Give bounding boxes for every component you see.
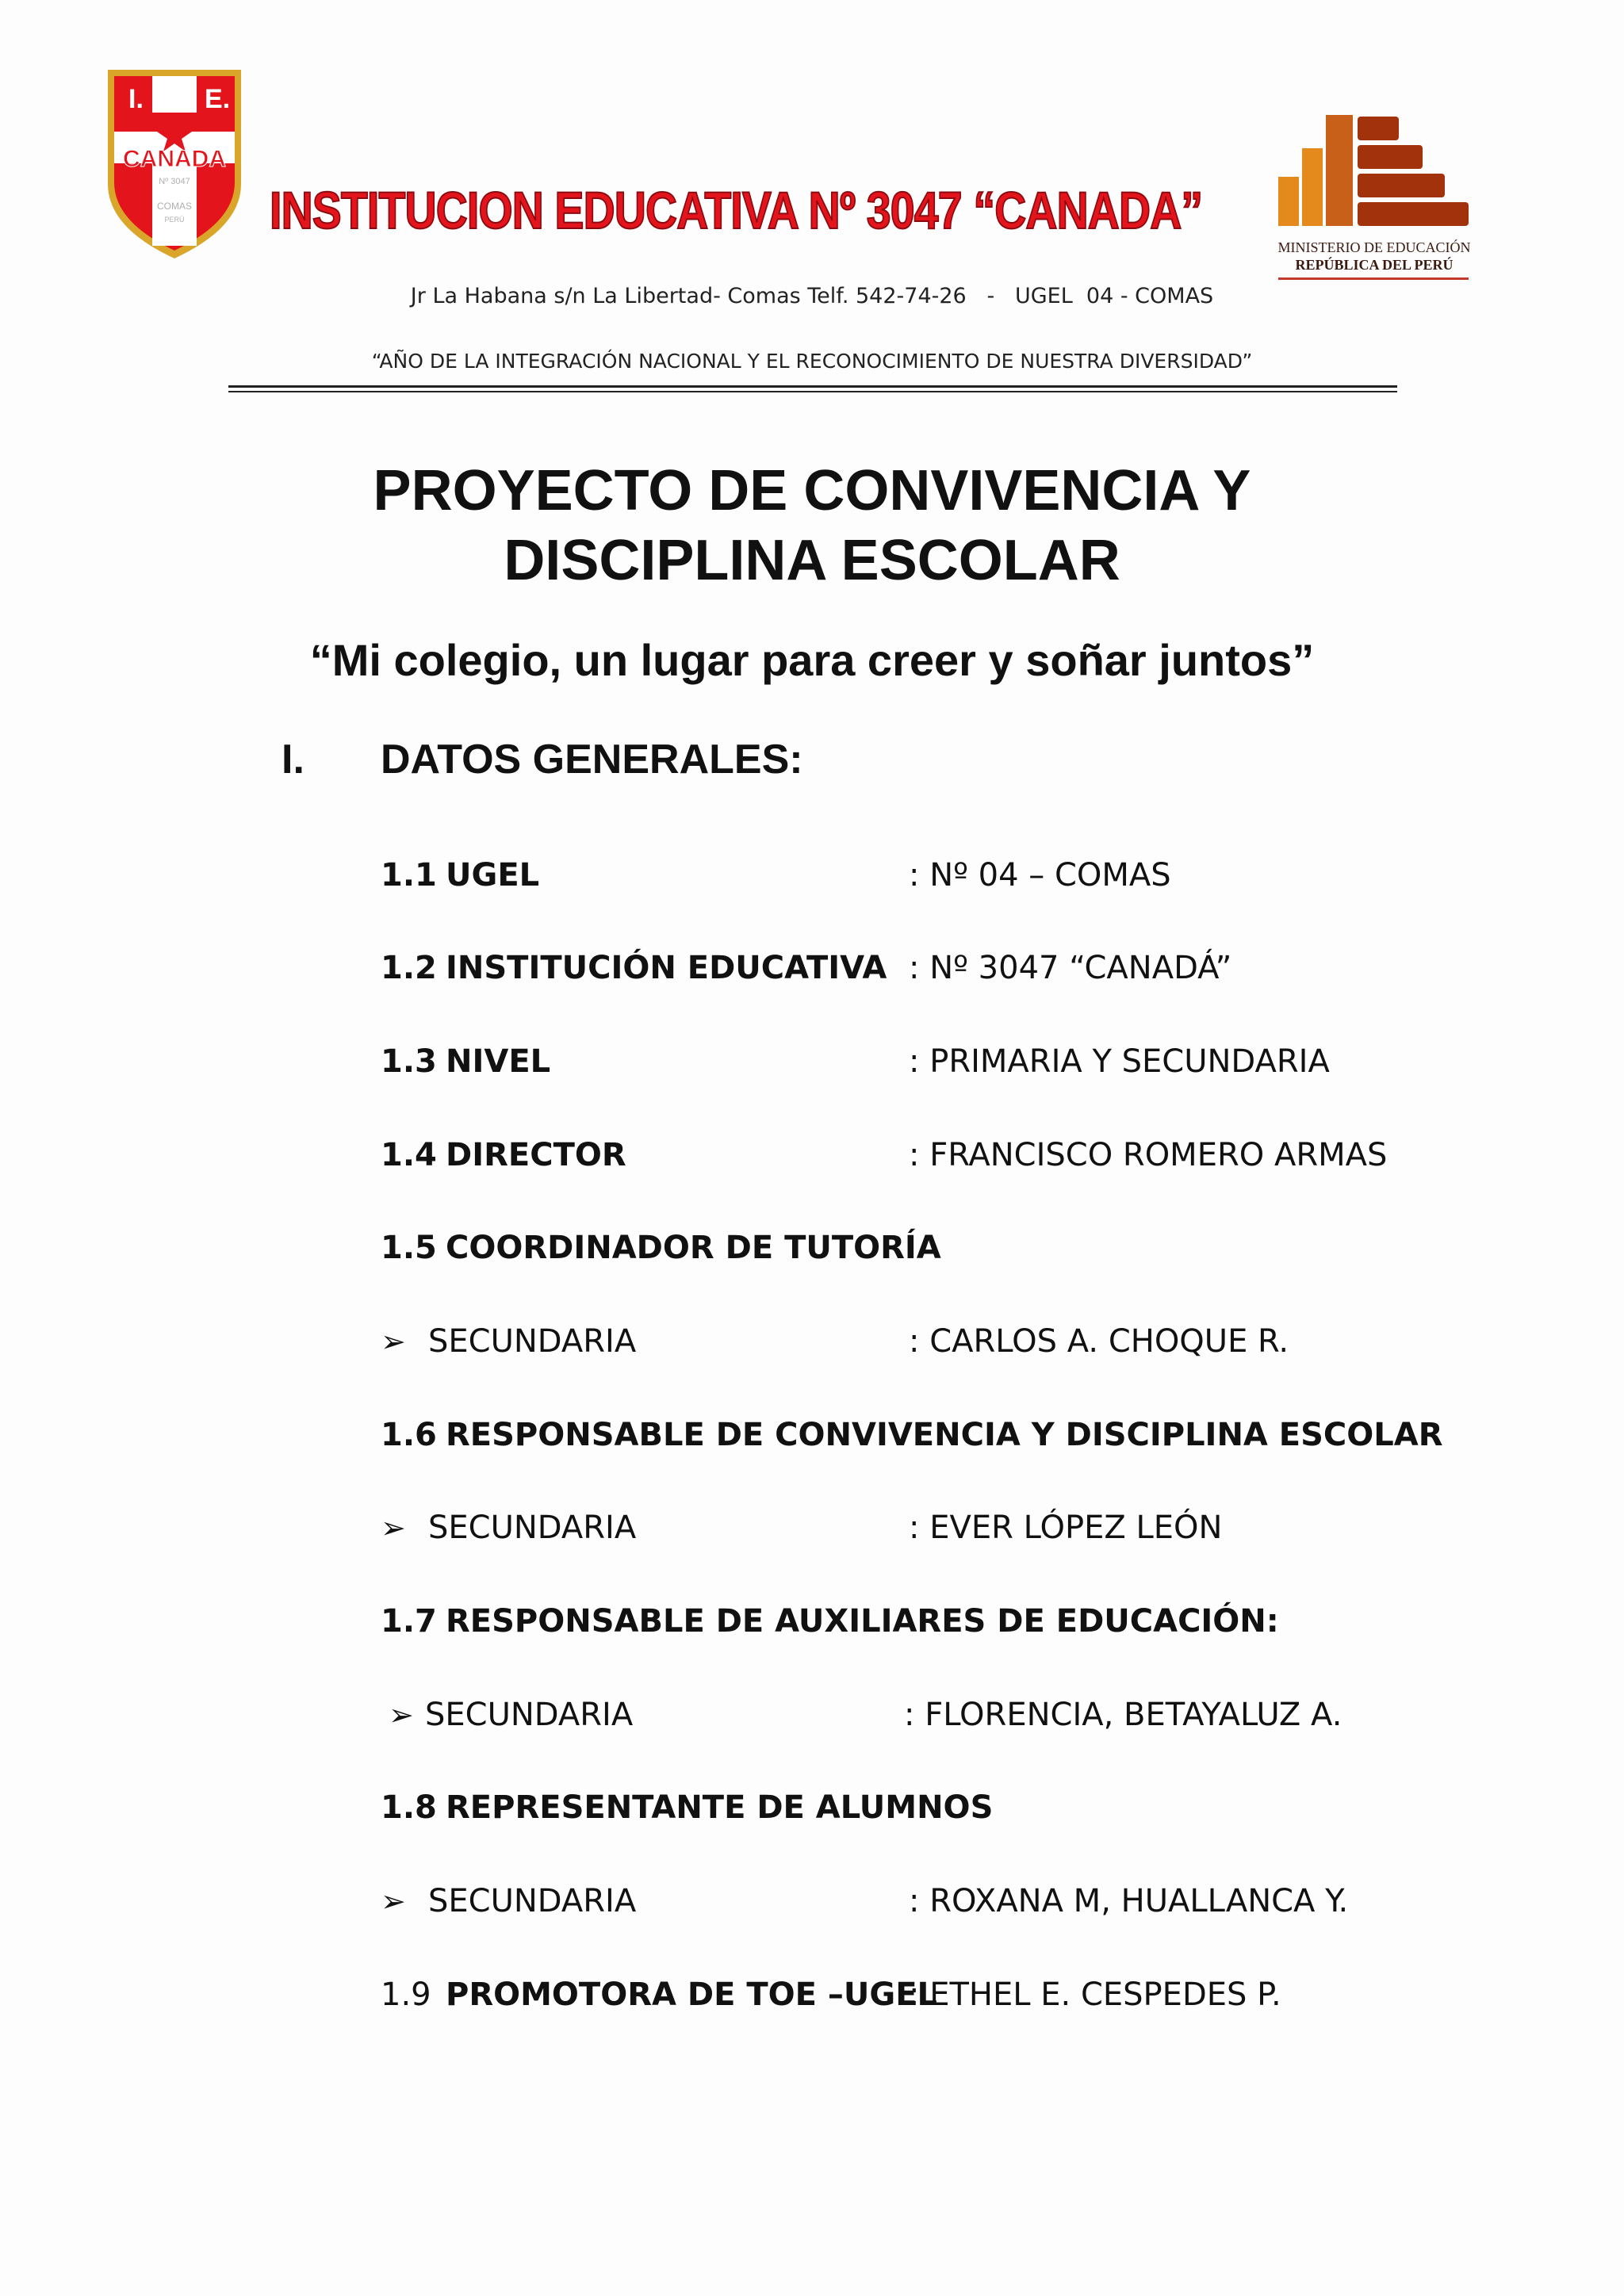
row-number: 1.6 xyxy=(381,1417,437,1453)
row-label-text: RESPONSABLE DE CONVIVENCIA Y DISCIPLINA ESCOLAR xyxy=(446,1417,1443,1453)
row-label-text: DIRECTOR xyxy=(446,1137,626,1173)
arrowhead-bullet-icon: ➢ xyxy=(389,1697,414,1732)
row-number: 1.4 xyxy=(381,1137,437,1173)
row-number: 1.5 xyxy=(381,1230,437,1266)
row-label-text: SECUNDARIA xyxy=(428,1883,637,1919)
row-number: 1.3 xyxy=(381,1043,437,1080)
row-number: 1.8 xyxy=(381,1789,437,1826)
row-number: 1.7 xyxy=(381,1603,437,1640)
row-label-text: SECUNDARIA xyxy=(425,1697,634,1733)
row-label-text: COORDINADOR DE TUTORÍA xyxy=(446,1230,941,1266)
arrowhead-bullet-icon: ➢ xyxy=(381,1884,406,1919)
document-title-line-1: PROYECTO DE CONVIVENCIA Y xyxy=(373,459,1251,522)
arrowhead-bullet-icon: ➢ xyxy=(381,1324,406,1359)
ministry-underline xyxy=(1278,277,1469,280)
document-subtitle: “Mi colegio, un lugar para creer y soñar juntos” xyxy=(309,635,1315,685)
header-divider-thin xyxy=(228,391,1397,392)
ministry-name: MINISTERIO DE EDUCACIÓN xyxy=(1277,239,1471,255)
row-number: 1.2 xyxy=(381,950,437,986)
row-label-text: RESPONSABLE DE AUXILIARES DE EDUCACIÓN: xyxy=(446,1603,1279,1640)
row-value-nivel: : PRIMARIA Y SECUNDARIA xyxy=(909,1043,1330,1080)
row-value-tutoria-secundaria: : CARLOS A. CHOQUE R. xyxy=(909,1323,1289,1360)
crest-letter-e: E. xyxy=(205,84,231,114)
arrowhead-bullet-icon: ➢ xyxy=(381,1510,406,1545)
crest-small-line-1: Nº 3047 xyxy=(159,177,190,186)
row-value-institucion: : Nº 3047 “CANADÁ” xyxy=(909,950,1232,986)
crest-letter-i: I. xyxy=(128,84,144,114)
row-label-text: SECUNDARIA xyxy=(428,1323,637,1360)
row-label-responsable-convivencia xyxy=(381,1415,1443,1455)
row-label-convivencia-secundaria xyxy=(381,1508,636,1548)
row-label-text: INSTITUCIÓN EDUCATIVA xyxy=(446,950,887,986)
year-motto: “AÑO DE LA INTEGRACIÓN NACIONAL Y EL RECONOCIMIENTO DE NUESTRA DIVERSIDAD” xyxy=(371,350,1253,373)
row-label-director xyxy=(381,1135,626,1175)
row-label-text: SECUNDARIA xyxy=(428,1510,637,1546)
header-divider xyxy=(228,385,1397,388)
row-label-ugel xyxy=(381,855,539,895)
row-value-ugel: : Nº 04 – COMAS xyxy=(909,857,1171,894)
crest-center-word: CANADA xyxy=(123,146,226,172)
row-value-promotora-toe: : ETHEL E. CESPEDES P. xyxy=(909,1976,1281,2013)
crest-small-line-2: COMAS xyxy=(156,201,193,212)
row-label-institucion xyxy=(381,948,887,988)
school-crest-logo xyxy=(103,65,246,263)
ministry-country: REPÚBLICA DEL PERÚ xyxy=(1295,257,1454,273)
row-label-text: REPRESENTANTE DE ALUMNOS xyxy=(446,1789,994,1826)
crest-small-line-3: PERÚ xyxy=(164,216,185,224)
row-label-representante-alumnos xyxy=(381,1788,993,1827)
row-value-convivencia-secundaria: : EVER LÓPEZ LEÓN xyxy=(909,1510,1223,1546)
section-heading: DATOS GENERALES: xyxy=(381,737,803,783)
row-label-text: PROMOTORA DE TOE –UGEL xyxy=(446,1976,938,2013)
row-label-auxiliares-secundaria xyxy=(389,1695,633,1735)
row-label-text: UGEL xyxy=(446,857,540,894)
row-value-director: : FRANCISCO ROMERO ARMAS xyxy=(909,1137,1388,1173)
row-label-promotora-toe xyxy=(381,1975,937,2015)
section-number: I. xyxy=(282,737,304,783)
school-address: Jr La Habana s/n La Libertad- Comas Telf. 542-74-26 - UGEL 04 - COMAS xyxy=(410,284,1214,308)
row-number: 1.1 xyxy=(381,857,437,894)
row-label-coordinador-tutoria xyxy=(381,1228,941,1268)
document-title-line-2: DISCIPLINA ESCOLAR xyxy=(504,529,1120,592)
school-name-heading: INSTITUCION EDUCATIVA Nº 3047 “CANADA” xyxy=(270,181,1203,239)
row-value-auxiliares-secundaria: : FLORENCIA, BETAYALUZ A. xyxy=(904,1697,1342,1733)
row-value-alumnos-secundaria: : ROXANA M, HUALLANCA Y. xyxy=(909,1883,1349,1919)
document-title xyxy=(0,456,1624,595)
row-label-alumnos-secundaria xyxy=(381,1881,636,1921)
row-label-text: NIVEL xyxy=(446,1043,551,1080)
row-label-responsable-auxiliares xyxy=(381,1601,1279,1641)
row-label-tutoria-secundaria xyxy=(381,1322,636,1361)
row-label-nivel xyxy=(381,1042,550,1081)
row-number: 1.9 xyxy=(381,1976,431,2013)
